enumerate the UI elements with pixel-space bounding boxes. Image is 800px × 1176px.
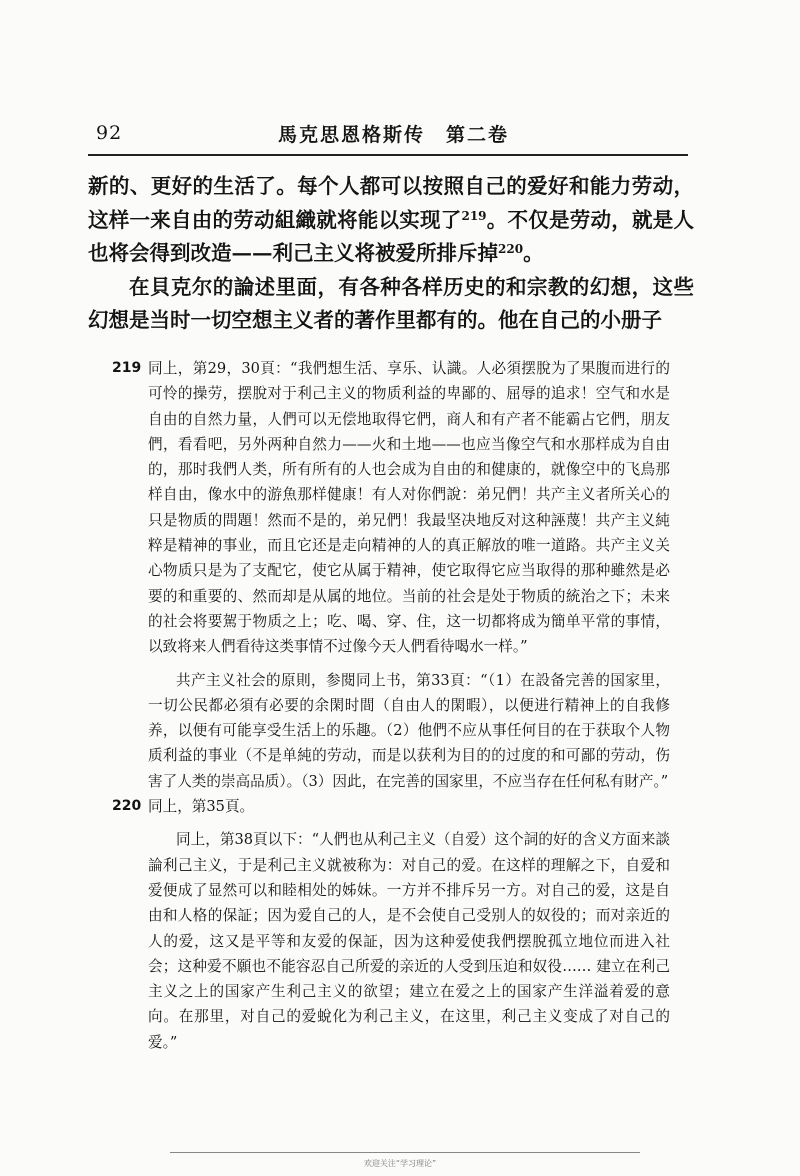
footnote-paragraph: 共产主义社会的原則，参閱同上书，第33頁：“（1）在設备完善的国家里，一切公民都必須有必要的余閑时間（自由人的閑暇），以便进行精神上的自我修养，以便有可能享受生活上的乐趣。（2）他們不应从事任何目的在于获取个人物质利益的事业（不是单純的劳动，而是以获利为目的的过度的和可鄙的劳动，伤害了人类的崇高品质）。（3）因此，在完善的国家里，不应当存在任何私有財产。”	[148, 671, 670, 790]
footnote-paragraph: 同上，第29，30頁：“我們想生活、享乐、认識。人必須摆脫为了果腹而进行的可怜的操劳，摆脫对于利己主义的物质利益的卑鄙的、屈辱的追求！空气和水是自由的自然力量，人們可以无偿地取得它們，商人和有产者不能霸占它們，朋友們，看看吧，另外两种自然力——火和土地——也应当像空气和水那样成为自由的，那时我們人类，所有所有的人也会成为自由的和健康的，就像空中的飞鳥那样自由，像水中的游魚那样健康！有人对你們說：弟兄們！共产主义者所关心的只是物质的問題！然而不是的，弟兄們！我最坚决地反对这种誣蔑！共产主义純粹是精神的事业，而且它还是走向精神的人的真正解放的唯一道路。共产主义关心物质只是为了支配它，使它从属于精神，使它取得它应当取得的那种雖然是必要的和重要的、然而却是从属的地位。当前的社会是处于物质的統治之下；未来的社会将要駕于物质之上；吃、喝、穿、住，这一切都将成为簡单平常的事情，以致将来人們看待这类事情不过像今天人們看待喝水一样。”	[148, 360, 670, 656]
page-number: 92	[96, 122, 123, 144]
watermark: 欢迎关注“学习理论”	[363, 1159, 437, 1168]
footer-rule	[170, 1152, 640, 1153]
paragraph-1: 新的、更好的生活了。每个人都可以按照自己的爱好和能力劳动，这样一来自由的劳动組織就将能以实现了$^{219}$。不仅是劳动，就是人也将会得到改造——利己主义将被爱所排斥掉$^{220}$。	[88, 174, 695, 265]
footnote-number: 220	[112, 798, 142, 815]
footnote-number: 219	[112, 360, 142, 376]
main-text	[88, 170, 694, 338]
footnotes	[112, 356, 670, 1055]
running-title: 馬克思恩格斯传 第二卷	[278, 124, 510, 146]
page-header	[88, 118, 688, 148]
footnote-ref-219: 219	[461, 208, 487, 223]
footnote-paragraph: 同上，第38頁以下：“人們也从利己主义（自爱）这个詞的好的含义方面来談論利己主义，于是利己主义就被称为：对自己的爱。在这样的理解之下，自爱和爱便成了显然可以和睦相处的姊妹。一方并不排斥另一方。对自己的爱，这是自由和人格的保証；因为爱自己的人，是不会使自己受别人的奴役的；而对亲近的人的爱，这又是平等和友爱的保証，因为这种爱使我們摆脫孤立地位而进入社会；这种爱不願也不能容忍自己所爱的亲近的人受到压迫和奴役…… 建立在利己主义之上的国家产生利己主义的欲望；建立在爱之上的国家产生洋溢着爱的意向。在那里，对自己的爱蛻化为利己主义，在这里，利己主义变成了对自己的爱。”	[148, 831, 670, 1051]
footnote-220	[112, 794, 670, 1055]
footnote-ref-220: 220	[498, 242, 524, 256]
paragraph-2: 在貝克尔的論述里面，有各种各样历史的和宗教的幻想，这些幻想是当时一切空想主义者的著作里都有的。他在自己的小册子	[88, 274, 694, 332]
header-rule	[88, 154, 688, 156]
footnote-219	[112, 356, 670, 794]
footnote-paragraph: 同上，第35頁。	[148, 798, 255, 816]
